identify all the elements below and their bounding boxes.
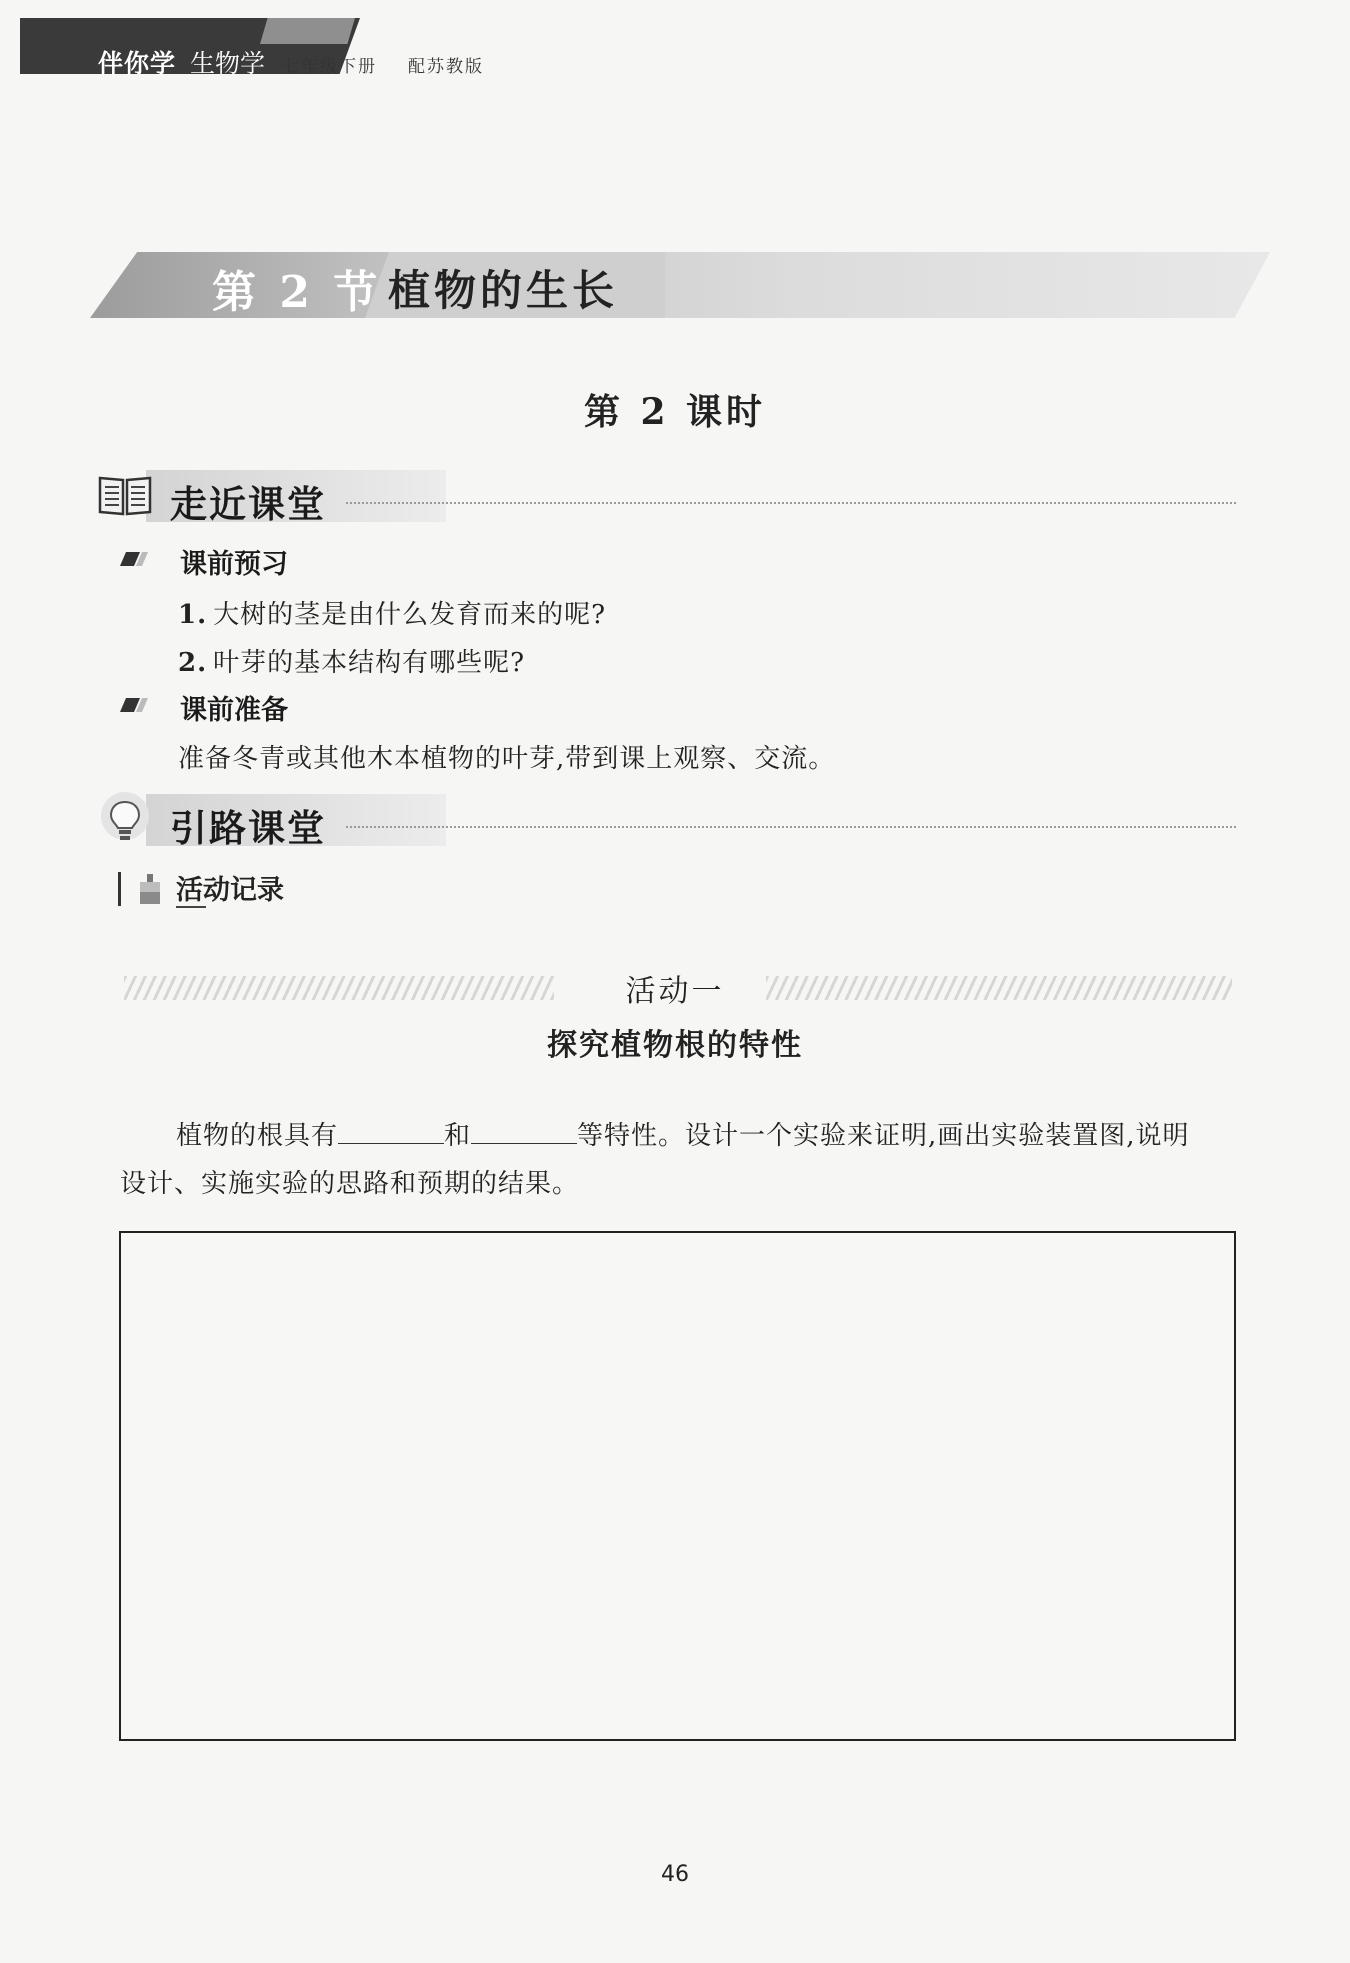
parallelogram-marker-icon (120, 698, 148, 712)
vertical-bar (118, 872, 121, 906)
fill-blank-1[interactable] (338, 1119, 444, 1144)
dotted-divider (346, 826, 1236, 828)
page-number: 46 (661, 1862, 689, 1887)
lightbulb-icon (96, 790, 154, 848)
header-grade: 七年级下册 (282, 57, 377, 77)
label-underline (176, 906, 206, 908)
subheading-label: 课前准备 (180, 695, 288, 726)
activity-instruction (120, 1112, 1240, 1208)
book-icon (96, 466, 154, 524)
subheading-label: 课前预习 (180, 549, 288, 580)
answer-box[interactable] (119, 1231, 1236, 1741)
instruction-part-3: 等特性。设计一个实验来证明,画出实验装置图,说明 (577, 1121, 1190, 1151)
block-heading-label: 引路课堂 (170, 807, 326, 850)
dotted-divider (346, 502, 1236, 504)
block-heading-guided-class (96, 790, 1236, 850)
fill-blank-2[interactable] (471, 1119, 577, 1144)
activity-name: 活动一 (625, 974, 725, 1009)
header-edition: 配苏教版 (408, 57, 484, 77)
preview-question-1 (178, 594, 606, 631)
section-number: 第 2 节 (212, 267, 382, 318)
header-subject: 生物学 (190, 49, 266, 78)
instruction-part-2: 和 (444, 1121, 472, 1151)
prepare-text: 准备冬青或其他木本植物的叶芽,带到课上观察、交流。 (178, 744, 836, 774)
flask-icon (138, 874, 162, 904)
parallelogram-marker-icon (120, 552, 148, 566)
question-number: 1. (178, 600, 208, 630)
preview-question-2 (178, 642, 525, 679)
instruction-part-1: 植物的根具有 (176, 1121, 339, 1151)
activity-record-label: 活动记录 (176, 875, 284, 906)
instruction-line-2: 设计、实施实验的思路和预期的结果。 (120, 1169, 580, 1199)
header-brand: 伴你学 (98, 49, 177, 78)
lesson-title: 第 2 课时 (583, 391, 767, 433)
question-number: 2. (178, 648, 208, 678)
block-heading-approach-class (96, 466, 1236, 526)
header-band-accent (260, 18, 355, 44)
section-title: 植物的生长 (388, 266, 619, 315)
question-text: 叶芽的基本结构有哪些呢? (213, 648, 526, 678)
question-text: 大树的茎是由什么发育而来的呢? (213, 600, 607, 630)
activity-title: 探究植物根的特性 (547, 1028, 803, 1063)
block-heading-label: 走近课堂 (170, 483, 326, 526)
